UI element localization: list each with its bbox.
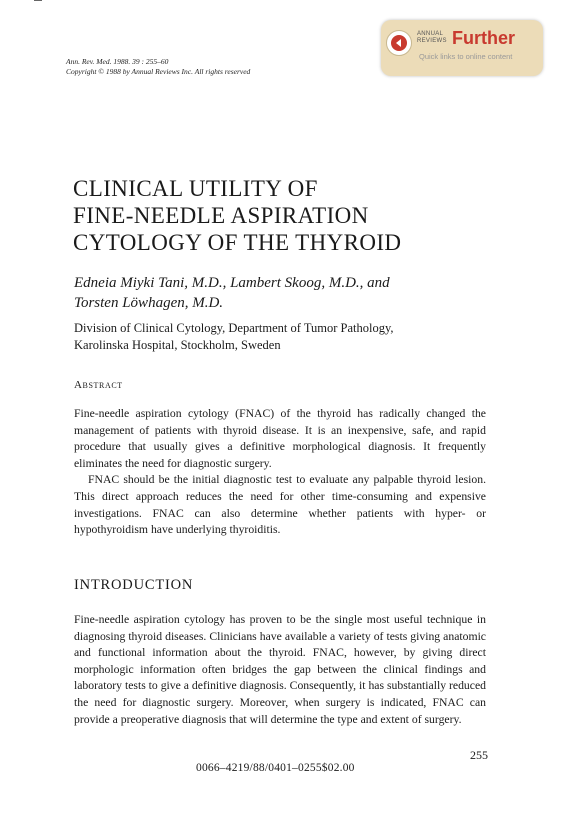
affiliation-line: Karolinska Hospital, Stockholm, Sweden — [74, 338, 281, 352]
banner-tagline[interactable]: Quick links to online content — [419, 52, 513, 61]
journal-citation — [66, 57, 250, 77]
authors — [74, 273, 390, 313]
further-reviews-banner[interactable] — [381, 20, 543, 76]
article-title — [73, 175, 513, 256]
abstract-body — [74, 406, 486, 539]
copyright-line: Copyright © 1988 by Annual Reviews Inc. All rights reserved — [66, 67, 251, 76]
title-line: CYTOLOGY OF THE THYROID — [73, 230, 402, 255]
further-label[interactable]: Further — [452, 28, 515, 48]
affiliation-line: Division of Clinical Cytology, Department of Tumor Pathology, — [74, 321, 394, 335]
abstract-heading: Abstract — [74, 379, 123, 391]
back-arrow-circle-icon[interactable] — [386, 30, 412, 56]
title-line: CLINICAL UTILITY OF — [73, 176, 318, 201]
annual-reviews-logo-text: ANNUAL REVIEWS — [417, 31, 447, 44]
introduction-heading: INTRODUCTION — [74, 577, 194, 593]
corner-crop-mark — [34, 0, 42, 1]
article-code: 0066–4219/88/0401–0255$02.00 — [196, 762, 355, 774]
journal-line: Ann. Rev. Med. 1988. 39 : 255–60 — [66, 57, 169, 66]
page-number: 255 — [470, 748, 488, 762]
author-line: Edneia Miyki Tani, M.D., Lambert Skoog, M.D., and — [74, 275, 390, 291]
abstract-paragraph: FNAC should be the initial diagnostic test to evaluate any palpable thyroid lesion. This direct approach reduces the need for other time-consuming and expensive investigations. FNAC can also determine whether patients with hyper- or hypothyroidism have underlying thyroiditis. — [74, 473, 486, 537]
introduction-body — [74, 612, 486, 728]
author-line: Torsten Löwhagen, M.D. — [74, 295, 224, 311]
title-line: FINE-NEEDLE ASPIRATION — [73, 203, 369, 228]
abstract-paragraph: Fine-needle aspiration cytology (FNAC) of the thyroid has radically changed the management of patients with thyroid disease. It is an inexpensive, safe, and rapid procedure that usually gives a definitive morphological diagnosis. It frequently eliminates the need for diagnostic surgery. — [74, 407, 486, 470]
introduction-paragraph: Fine-needle aspiration cytology has proven to be the single most useful technique in diagnosing thyroid diseases. Clinicians have available a variety of tests giving anatomic and functional information about the thyroid. FNAC, however, by giving direct morphologic information often bridges the gap between the clinical findings and laboratory tests to give a definitive diagnosis. Consequently, it has substantially reduced the need for diagnostic surgery. Moreover, when surgery is indicated, FNAC can provide a preoperative diagnosis that will determine the type and extent of surgery. — [74, 613, 486, 726]
affiliation — [74, 320, 394, 354]
